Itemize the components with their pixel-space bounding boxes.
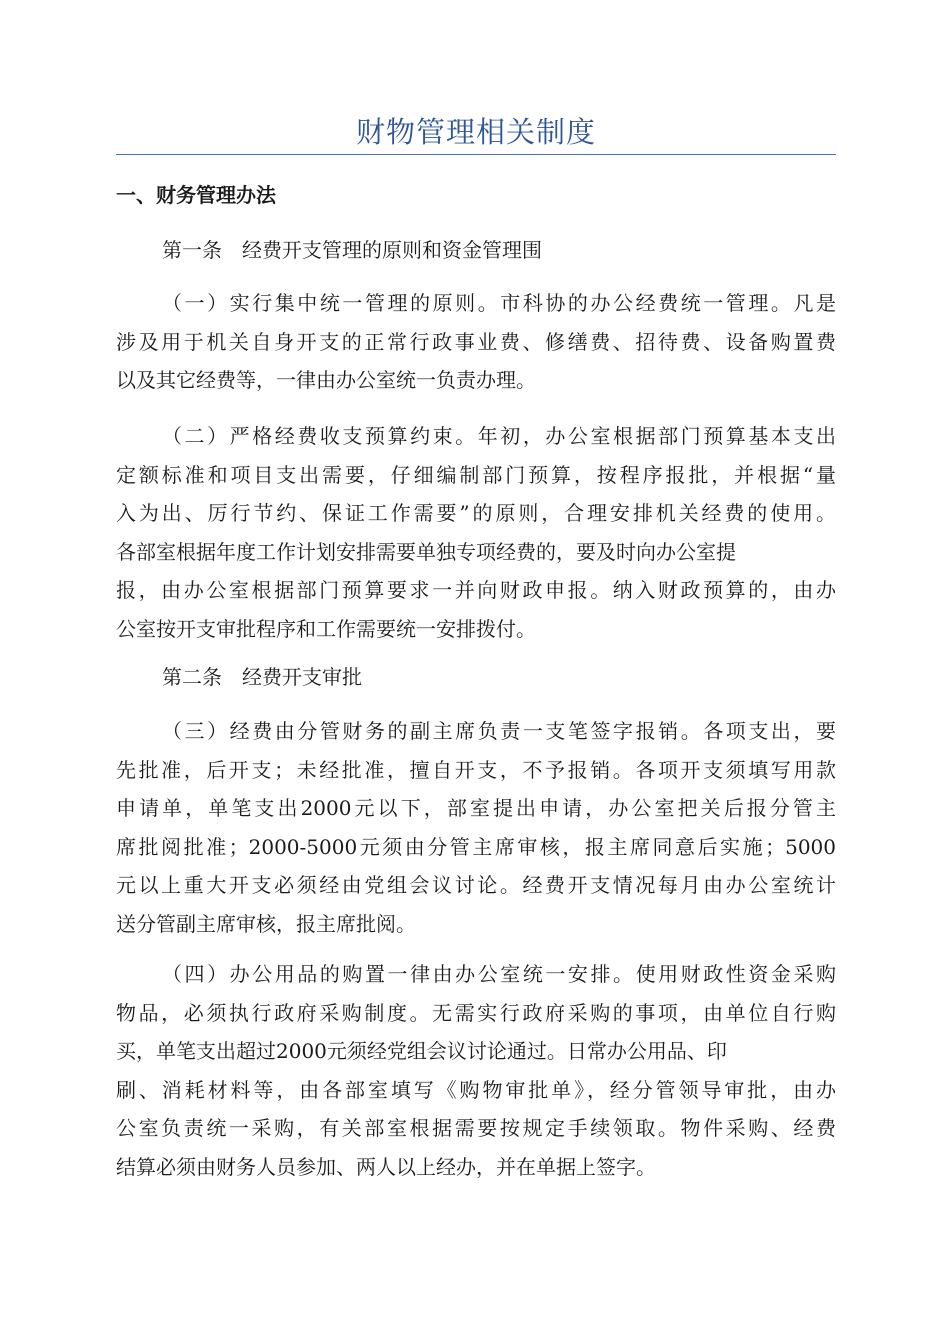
paragraph-4 xyxy=(116,955,836,1186)
paragraph-line: 买，单笔支出超过2000元须经党组会议讨论通过。日常办公用品、印 xyxy=(116,1039,727,1063)
paragraph-line: （一）实行集中统一管理的原则。市科协的办公经费统一管理。凡是 xyxy=(162,291,836,315)
paragraph-line: （三）经费由分管财务的副主席负责一支笔签字报销。各项支出，要 xyxy=(162,719,836,743)
paragraph-line: （四）办公用品的购置一律由办公室统一安排。使用财政性资金采购 xyxy=(162,962,836,986)
paragraph-line: 先批准，后开支；未经批准，擅自开支，不予报销。各项开支须填写用款 xyxy=(116,757,836,782)
paragraph-line: （二）严格经费收支预算约束。年初，办公室根据部门预算基本支出 xyxy=(162,424,836,448)
paragraph-line: 公室负责统一采购，有关部室根据需要按规定手续领取。物件采购、经费 xyxy=(116,1116,836,1140)
section-heading: 一、财务管理办法 xyxy=(116,183,276,207)
paragraph-line: 定额标准和项目支出需要，仔细编制部门预算，按程序报批，并根据“量 xyxy=(116,462,836,487)
paragraph-line: 元以上重大开支必须经由党组会议讨论。经费开支情况每月由办公室统计 xyxy=(116,873,836,897)
paragraph-line: 结算必须由财务人员参加、两人以上经办，并在单据上签字。 xyxy=(116,1154,656,1179)
paragraph-line: 各部室根据年度工作计划安排需要单独专项经费的，要及时向办公室提 xyxy=(116,539,736,564)
paragraph-3 xyxy=(116,712,836,943)
paragraph-2 xyxy=(116,417,836,648)
paragraph-line: 报，由办公室根据部门预算要求一并向财政申报。纳入财政预算的，由办 xyxy=(116,578,836,602)
paragraph-line: 涉及用于机关自身开支的正常行政事业费、修缮费、招待费、设备购置费 xyxy=(116,329,836,354)
paragraph-line: 公室按开支审批程序和工作需要统一安排拨付。 xyxy=(116,616,536,641)
paragraph-line: 申请单，单笔支出2000元以下，部室提出申请，办公室把关后报分管主 xyxy=(116,796,836,820)
paragraph-1 xyxy=(116,284,836,400)
paragraph-line: 刷、消耗材料等，由各部室填写《购物审批单》，经分管领导审批，由办 xyxy=(116,1077,836,1102)
paragraph-line: 席批阅批准；2000-5000元须由分管主席审核，报主席同意后实施；5000 xyxy=(116,834,836,859)
paragraph-line: 送分管副主席审核，报主席批阅。 xyxy=(116,911,416,936)
article-2-heading: 第二条 经费开支审批 xyxy=(162,665,362,689)
document-title: 财物管理相关制度 xyxy=(355,115,596,149)
paragraph-line: 以及其它经费等，一律由办公室统一负责办理。 xyxy=(116,368,536,392)
article-1-heading: 第一条 经费开支管理的原则和资金管理围 xyxy=(162,238,542,262)
paragraph-line: 入为出、厉行节约、保证工作需要”的原则，合理安排机关经费的使用。 xyxy=(116,501,836,525)
paragraph-line: 物品，必须执行政府采购制度。无需实行政府采购的事项，由单位自行购 xyxy=(116,1000,836,1025)
title-underline xyxy=(116,154,836,155)
